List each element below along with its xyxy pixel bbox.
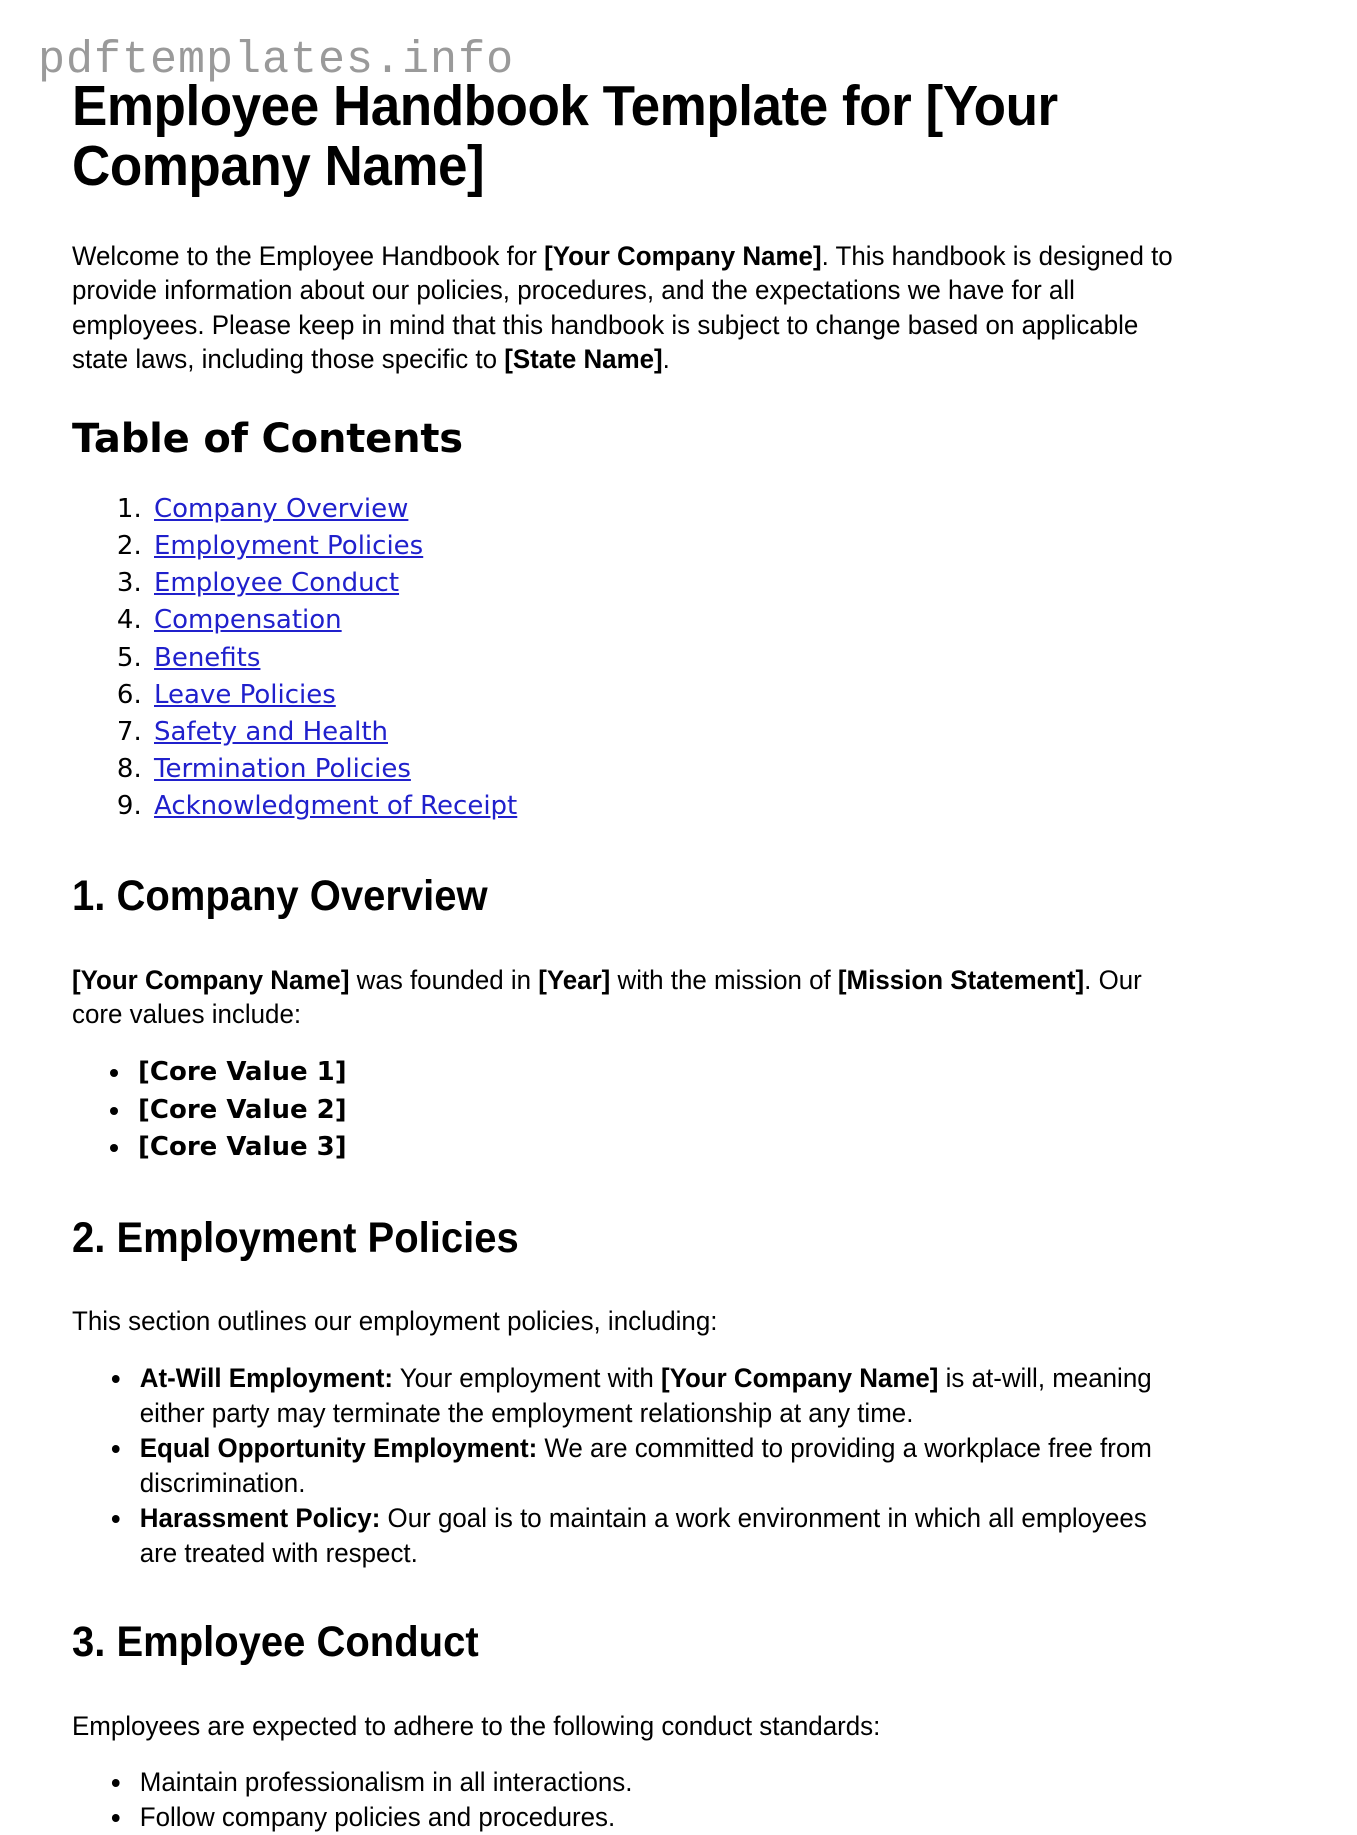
list-item — [150, 528, 1227, 565]
list-item — [134, 1431, 1183, 1501]
list-item — [150, 714, 1227, 751]
section-1-text-c: . Our core values include: — [72, 964, 1142, 1030]
policy-term-harassment: Harassment Policy: — [139, 1503, 381, 1534]
section-1-text-b: with the mission of — [610, 964, 838, 995]
employee-conduct-list — [72, 1765, 1227, 1835]
intro-text-part3: . — [662, 344, 670, 375]
section-heading-company-overview: 1. Company Overview — [72, 872, 488, 921]
intro-company-placeholder: [Your Company Name] — [544, 240, 822, 271]
list-item: • Maintain professionalism in all interactions. — [134, 1765, 1183, 1800]
toc-list — [72, 491, 1227, 826]
policy-text-a: Our goal is to maintain a work environment in which all employees are treated with respect. — [139, 1503, 1147, 1569]
list-item — [150, 788, 1227, 825]
section-heading-employee-conduct: 3. Employee Conduct — [72, 1618, 479, 1667]
intro-state-placeholder: [State Name] — [504, 344, 663, 375]
list-item: • Follow company policies and procedures. — [134, 1800, 1183, 1835]
policy-text-a: We are committed to providing a workplace free from discrimination. — [139, 1432, 1152, 1498]
toc-link-employee-conduct[interactable]: Employee Conduct — [154, 568, 400, 599]
policy-company-placeholder: [Your Company Name] — [660, 1362, 939, 1393]
list-item: • [Core Value 1] — [132, 1054, 1227, 1092]
section-1-paragraph — [72, 963, 1181, 1032]
list-item — [150, 491, 1227, 528]
toc-heading: Table of Contents — [72, 415, 463, 462]
list-item — [134, 1501, 1183, 1571]
toc-link-employment-policies[interactable]: Employment Policies — [154, 531, 424, 562]
policy-term-equal-opportunity: Equal Opportunity Employment: — [139, 1432, 538, 1463]
intro-text-part2: . This handbook is designed to provide information about our policies, procedures, and the expectations we have for all employees. Please keep in mind that this handbook is subject to change based on applicable state laws, including those specific to — [72, 240, 1173, 375]
toc-link-benefits[interactable]: Benefits — [154, 642, 261, 673]
site-watermark: pdftemplates.info — [38, 35, 515, 86]
policy-text-b: is at-will, meaning either party may terminate the employment relationship at any time. — [139, 1362, 1152, 1428]
intro-text-part1: Welcome to the Employee Handbook for — [72, 240, 545, 271]
section-1-text-a: was founded in — [349, 964, 539, 995]
toc-link-safety-and-health[interactable]: Safety and Health — [154, 716, 388, 747]
list-item — [150, 751, 1227, 788]
section-heading-employment-policies: 2. Employment Policies — [72, 1213, 519, 1262]
policy-term-at-will: At-Will Employment: — [139, 1362, 393, 1393]
section-1-company-placeholder: [Your Company Name] — [72, 964, 350, 995]
list-item — [150, 565, 1227, 602]
section-1-year-placeholder: [Year] — [538, 964, 611, 995]
intro-paragraph — [72, 239, 1181, 377]
list-item — [150, 640, 1227, 677]
toc-link-termination-policies[interactable]: Termination Policies — [154, 754, 411, 785]
list-item — [150, 602, 1227, 639]
list-item: • [Core Value 3] — [132, 1129, 1227, 1167]
employment-policies-list — [72, 1361, 1227, 1572]
section-3-paragraph: Employees are expected to adhere to the following conduct standards: — [72, 1710, 881, 1741]
toc-link-compensation[interactable]: Compensation — [154, 605, 342, 636]
list-item — [150, 677, 1227, 714]
list-item: • [Core Value 2] — [132, 1092, 1227, 1130]
toc-link-leave-policies[interactable]: Leave Policies — [154, 679, 336, 710]
core-values-list — [72, 1054, 1227, 1167]
list-item — [134, 1361, 1183, 1431]
toc-link-company-overview[interactable]: Company Overview — [154, 493, 409, 524]
page-title: Employee Handbook Template for [Your Company Name] — [72, 74, 1058, 198]
toc-link-acknowledgment-of-receipt[interactable]: Acknowledgment of Receipt — [154, 791, 518, 822]
section-2-paragraph: This section outlines our employment policies, including: — [72, 1306, 718, 1337]
policy-text-a: Your employment with — [392, 1362, 661, 1393]
section-1-mission-placeholder: [Mission Statement] — [837, 964, 1085, 995]
